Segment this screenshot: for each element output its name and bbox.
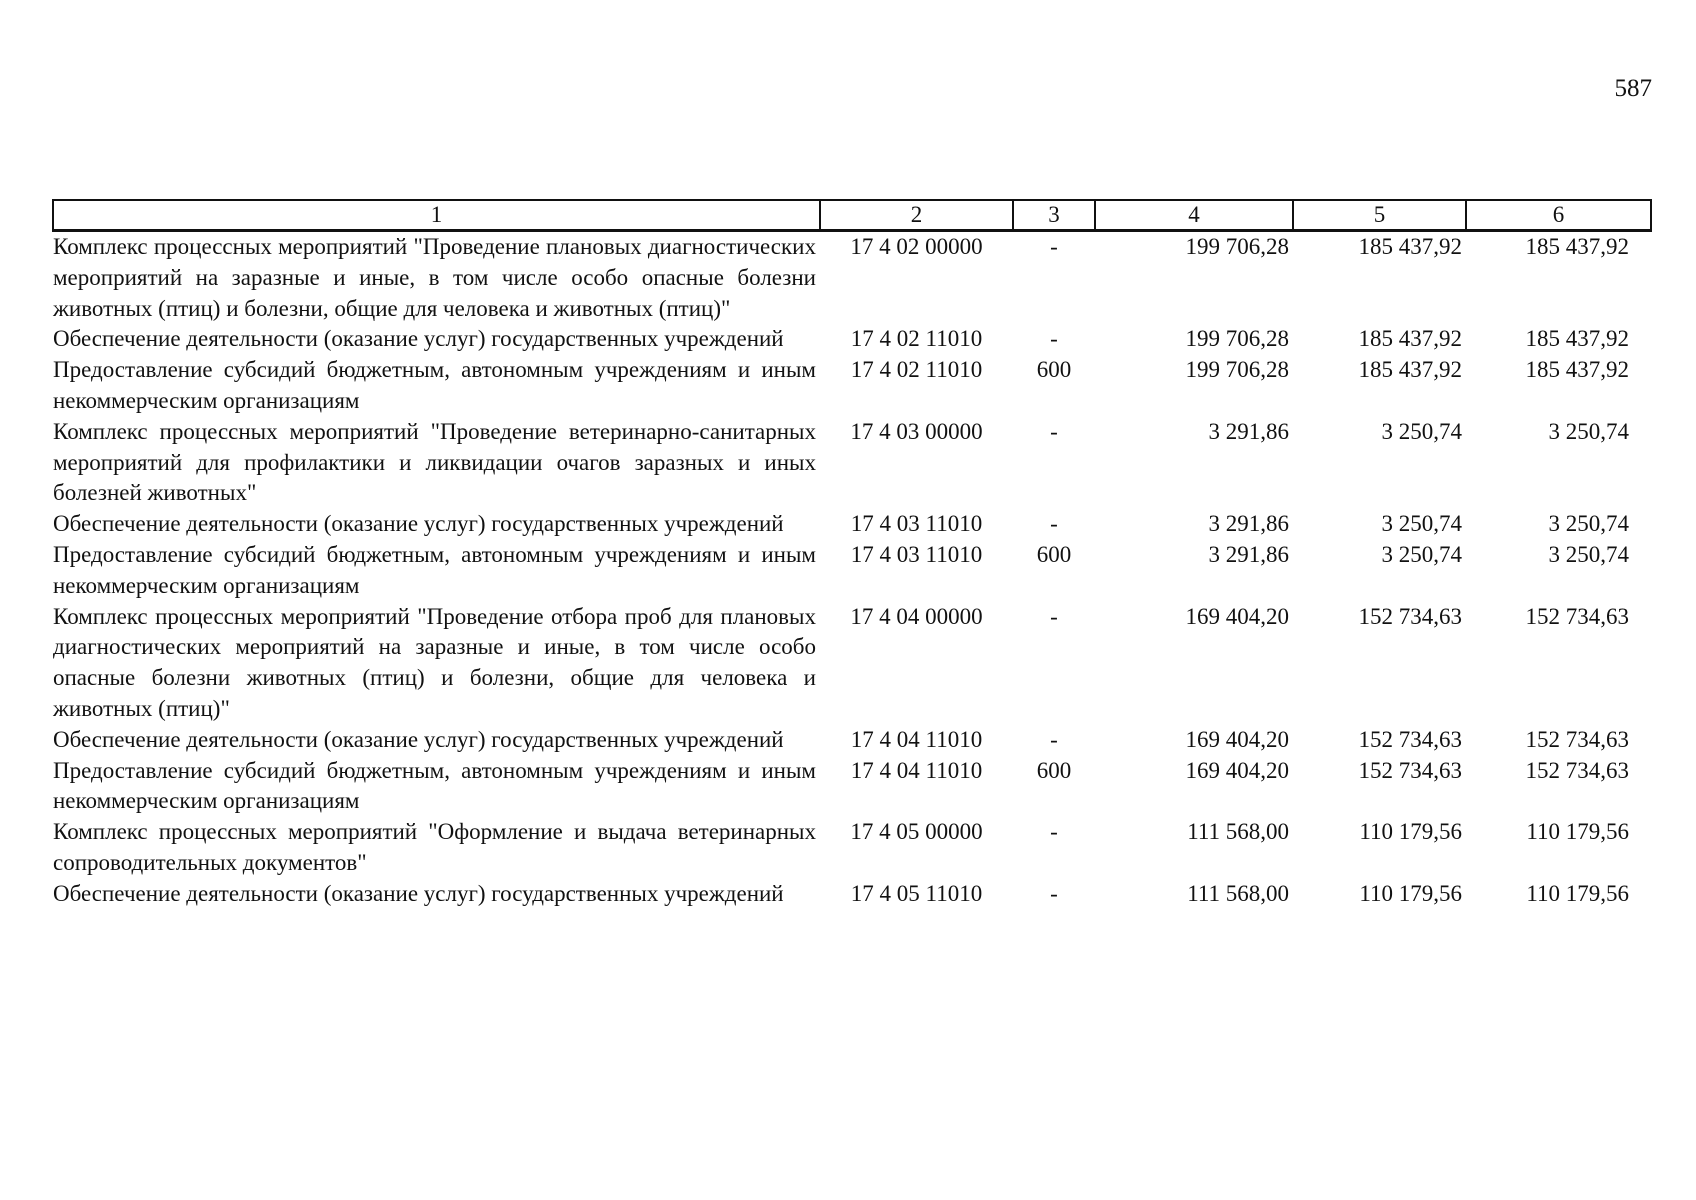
- table-row: [53, 879, 1651, 910]
- row-code-cell: 17 4 03 00000: [850, 418, 983, 444]
- row-value-6-cell: 185 437,92: [1525, 234, 1629, 259]
- row-type-cell: 600: [1036, 357, 1072, 383]
- row-code-cell: 17 4 03 11010: [850, 541, 983, 567]
- row-code-cell: 17 4 04 11010: [850, 757, 983, 783]
- row-value-6-cell: 185 437,92: [1525, 326, 1629, 352]
- table-row: [53, 355, 1651, 417]
- row-name-cell: Обеспечение деятельности (оказание услуг) государственных учреждений: [53, 880, 784, 906]
- row-value-6-cell: 110 179,56: [1526, 819, 1629, 845]
- row-name-cell: Комплекс процессных мероприятий "Проведение ветеринарно-санитарных мероприятий для профилактики и ликвидации очагов заразных и иных болезней животных": [53, 418, 816, 506]
- column-header-4: 4: [1095, 200, 1293, 231]
- budget-table: [52, 199, 1652, 910]
- row-name-cell: Обеспечение деятельности (оказание услуг) государственных учреждений: [53, 511, 784, 537]
- page-number: 587: [1614, 75, 1652, 102]
- row-type-cell: -: [1050, 603, 1058, 629]
- row-value-4-cell: 111 568,00: [1187, 880, 1289, 906]
- row-value-5-cell: 185 437,92: [1358, 234, 1462, 259]
- row-type-cell: -: [1050, 511, 1058, 537]
- row-value-4-cell: 169 404,20: [1185, 757, 1289, 783]
- row-code-cell: 17 4 02 11010: [850, 326, 983, 352]
- row-value-6-cell: 185 437,92: [1525, 357, 1629, 383]
- column-header-1: 1: [53, 200, 820, 231]
- table-row: [53, 417, 1651, 509]
- row-value-4-cell: 3 291,86: [1208, 418, 1289, 444]
- table-header-row: [53, 200, 1651, 231]
- row-value-5-cell: 3 250,74: [1381, 541, 1462, 567]
- table-row: [53, 231, 1651, 325]
- row-code-cell: 17 4 02 11010: [850, 357, 983, 383]
- row-value-6-cell: 152 734,63: [1525, 757, 1629, 783]
- row-value-5-cell: 152 734,63: [1358, 603, 1462, 629]
- row-value-4-cell: 199 706,28: [1185, 357, 1289, 383]
- row-name-cell: Комплекс процессных мероприятий "Оформление и выдача ветеринарных сопроводительных документов": [53, 819, 816, 875]
- row-type-cell: -: [1050, 234, 1058, 259]
- row-type-cell: 600: [1036, 541, 1072, 567]
- row-value-5-cell: 110 179,56: [1359, 880, 1462, 906]
- row-value-4-cell: 169 404,20: [1185, 603, 1289, 629]
- row-code-cell: 17 4 05 11010: [850, 880, 983, 906]
- row-value-4-cell: 111 568,00: [1187, 819, 1289, 845]
- row-name-cell: Комплекс процессных мероприятий "Проведение плановых диагностических мероприятий на заразные и иные, в том числе особо опасные болезни животных (птиц) и болезни, общие для человека и животных (птиц)": [53, 234, 816, 321]
- row-value-5-cell: 185 437,92: [1358, 326, 1462, 352]
- row-value-6-cell: 3 250,74: [1548, 541, 1629, 567]
- table-row: [53, 540, 1651, 602]
- row-name-cell: Предоставление субсидий бюджетным, автономным учреждениям и иным некоммерческим организациям: [53, 757, 816, 814]
- column-header-2: 2: [820, 200, 1013, 231]
- row-name-cell: Обеспечение деятельности (оказание услуг) государственных учреждений: [53, 726, 784, 752]
- row-code-cell: 17 4 02 00000: [850, 234, 983, 259]
- column-header-3: 3: [1013, 200, 1095, 231]
- row-value-4-cell: 199 706,28: [1185, 326, 1289, 352]
- row-value-6-cell: 152 734,63: [1525, 603, 1629, 629]
- row-value-5-cell: 3 250,74: [1381, 418, 1462, 444]
- column-header-6: 6: [1466, 200, 1651, 231]
- row-name-cell: Комплекс процессных мероприятий "Проведение отбора проб для плановых диагностических мероприятий на заразные и иные, в том числе особо опасные болезни животных (птиц) и болезни, общие для человека и животных (птиц)": [53, 603, 816, 721]
- row-value-6-cell: 152 734,63: [1525, 726, 1629, 752]
- row-value-5-cell: 185 437,92: [1358, 357, 1462, 383]
- row-name-cell: Обеспечение деятельности (оказание услуг) государственных учреждений: [53, 326, 784, 352]
- row-code-cell: 17 4 04 11010: [850, 726, 983, 752]
- row-value-5-cell: 3 250,74: [1381, 511, 1462, 537]
- row-value-4-cell: 3 291,86: [1208, 511, 1289, 537]
- row-code-cell: 17 4 05 00000: [850, 819, 983, 845]
- table-row: [53, 725, 1651, 756]
- row-value-4-cell: 199 706,28: [1185, 234, 1289, 259]
- row-type-cell: 600: [1036, 757, 1072, 783]
- row-value-6-cell: 3 250,74: [1548, 418, 1629, 444]
- row-type-cell: -: [1050, 880, 1058, 906]
- table-row: [53, 324, 1651, 355]
- row-code-cell: 17 4 04 00000: [850, 603, 983, 629]
- row-value-5-cell: 110 179,56: [1359, 819, 1462, 845]
- row-type-cell: -: [1050, 726, 1058, 752]
- row-value-6-cell: 110 179,56: [1526, 880, 1629, 906]
- row-code-cell: 17 4 03 11010: [850, 511, 983, 537]
- row-name-cell: Предоставление субсидий бюджетным, автономным учреждениям и иным некоммерческим организациям: [53, 541, 816, 598]
- row-value-5-cell: 152 734,63: [1358, 757, 1462, 783]
- column-header-5: 5: [1293, 200, 1466, 231]
- row-type-cell: -: [1050, 819, 1058, 845]
- table-row: [53, 602, 1651, 725]
- row-value-5-cell: 152 734,63: [1358, 726, 1462, 752]
- row-value-4-cell: 169 404,20: [1185, 726, 1289, 752]
- table-row: [53, 509, 1651, 540]
- row-type-cell: -: [1050, 326, 1058, 352]
- row-name-cell: Предоставление субсидий бюджетным, автономным учреждениям и иным некоммерческим организациям: [53, 357, 816, 413]
- row-type-cell: -: [1050, 418, 1058, 444]
- table-row: [53, 756, 1651, 818]
- row-value-4-cell: 3 291,86: [1208, 541, 1289, 567]
- table-row: [53, 817, 1651, 879]
- row-value-6-cell: 3 250,74: [1548, 511, 1629, 537]
